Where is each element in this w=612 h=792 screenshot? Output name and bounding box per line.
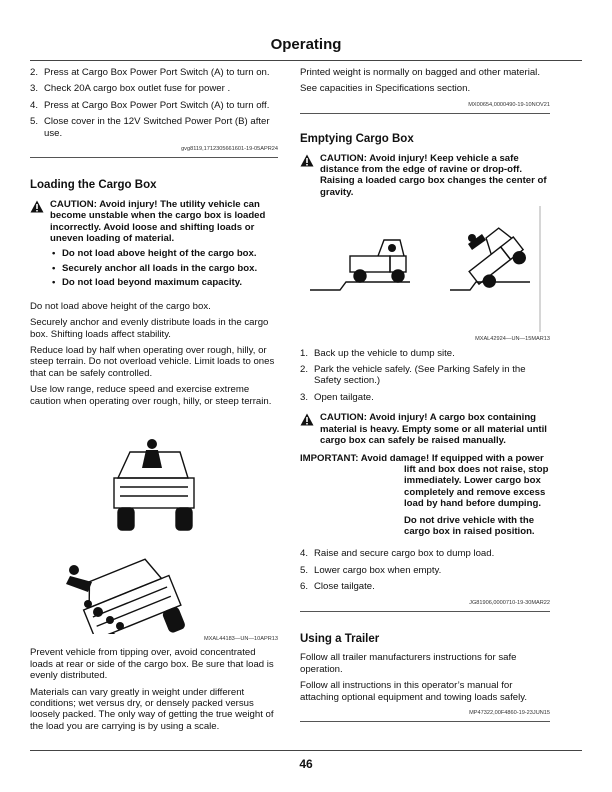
page-number: 46: [299, 757, 313, 771]
body-paragraph: Securely anchor and evenly distribute loads in the cargo box. Shifting loads affect stability.: [30, 317, 269, 340]
section-heading-trailer: Using a Trailer: [300, 632, 380, 645]
reference-code: gvg8119,1712305661601-19-05APR24: [181, 146, 278, 153]
list-item: • Securely anchor all loads in the cargo box.: [52, 262, 258, 274]
list-item: 4. Raise and secure cargo box to dump load.: [300, 548, 495, 560]
title-divider: [30, 60, 582, 61]
section-divider: [300, 611, 550, 612]
reference-code: JG81906,0000710-19-30MAR22: [469, 599, 550, 606]
page-title: Operating: [270, 36, 342, 53]
tipping-vehicle-illustration: [30, 412, 278, 634]
reference-code: MP47322,00F4860-19-23JUN15: [469, 710, 550, 716]
steps-list-1: [300, 348, 550, 404]
left-column: [30, 67, 278, 737]
list-item: 5. Close cover in the 12V Switched Power Port (B) after use.: [30, 116, 270, 139]
figure-reference: MXAL42924—UN—15MAR13: [475, 336, 550, 343]
caution-block: [300, 153, 550, 199]
steps-list-top: [30, 67, 278, 139]
section-divider: [300, 113, 550, 114]
important-text: Avoid damage! If equipped with a power lift and box does not raise, stop immediately. Lower cargo box completely and remove excess load by hand before dumping.: [360, 452, 549, 510]
warning-triangle-icon: [300, 413, 314, 426]
caution-block: [300, 412, 550, 446]
body-paragraph: Follow all instructions in this operator’s manual for attaching optional equipment and towing loads safely.: [300, 680, 528, 703]
list-item: 2. Press at Cargo Box Power Port Switch (A) to turn on.: [30, 67, 270, 78]
section-heading-loading: Loading the Cargo Box: [30, 179, 157, 192]
important-continuation: Do not drive vehicle with the cargo box in raised position.: [404, 514, 535, 537]
list-item: • Do not load beyond maximum capacity.: [52, 277, 243, 289]
section-heading-emptying: Emptying Cargo Box: [300, 133, 414, 146]
list-item: 5. Lower cargo box when empty.: [300, 564, 442, 576]
caution-bullets: [50, 248, 278, 288]
caution-block: [30, 199, 278, 289]
list-item: 2. Park the vehicle safely. (See Parking Safely in the Safety section.): [300, 364, 526, 387]
section-divider: [30, 157, 278, 158]
body-paragraph: Follow all trailer manufacturers instructions for safe operation.: [300, 652, 517, 675]
important-label: IMPORTANT:: [300, 452, 359, 464]
body-paragraph: Prevent vehicle from tipping over, avoid concentrated loads at rear or side of the cargo box. Be sure that load is evenly distributed.: [30, 647, 274, 682]
list-item: 4. Press at Cargo Box Power Port Switch (A) to turn off.: [30, 99, 270, 111]
list-item: 1. Back up the vehicle to dump site.: [300, 347, 455, 359]
caution-text: CAUTION: Avoid injury! A cargo box containing material is heavy. Empty some or all material until cargo box can safely be raised manually.: [320, 412, 547, 447]
list-item: 3. Open tailgate.: [300, 391, 374, 403]
warning-triangle-icon: [300, 154, 314, 167]
body-paragraph: Materials can vary greatly in weight under different conditions; wet versus dry, or densely packed versus loosely packed. The only way of getting the true weight of the load you are carrying is by using a scale.: [30, 686, 274, 732]
warning-triangle-icon: [30, 200, 44, 213]
body-paragraph: Use low range, reduce speed and exercise extreme caution when operating over rough, hilly, or steep terrain.: [30, 384, 272, 407]
caution-text: CAUTION: Avoid injury! Keep vehicle a safe distance from the edge of ravine or drop-off. Raising a loaded cargo box changes the center of gravity.: [320, 152, 547, 198]
caution-text: CAUTION: Avoid injury! The utility vehicle can become unstable when the cargo box is loaded incorrectly. Avoid loose and shifting loads or uneven loading of material.: [50, 198, 266, 245]
right-column: [300, 67, 550, 734]
body-paragraph: Do not load above height of the cargo box.: [30, 300, 211, 312]
steps-list-2: [300, 548, 550, 592]
body-paragraph: See capacities in Specifications section.: [300, 83, 471, 95]
figure-reference: MXAL44183—UN—10APR13: [204, 635, 278, 642]
section-divider: [300, 721, 550, 722]
body-paragraph: Printed weight is normally on bagged and other material.: [300, 67, 540, 78]
list-item: 3. Check 20A cargo box outlet fuse for power .: [30, 83, 231, 95]
list-item: • Do not load above height of the cargo box.: [52, 248, 257, 260]
body-paragraph: Reduce load by half when operating over rough, hilly, or steep terrain. Do not overload vehicle. Limit loads to ones that can be safely controlled.: [30, 344, 275, 379]
important-note: [300, 453, 550, 538]
list-item: 6. Close tailgate.: [300, 581, 375, 593]
reference-code: MX00654,0000490-19-10NOV21: [468, 101, 550, 108]
footer-divider: [30, 750, 582, 751]
dump-edge-illustration: [300, 204, 550, 334]
